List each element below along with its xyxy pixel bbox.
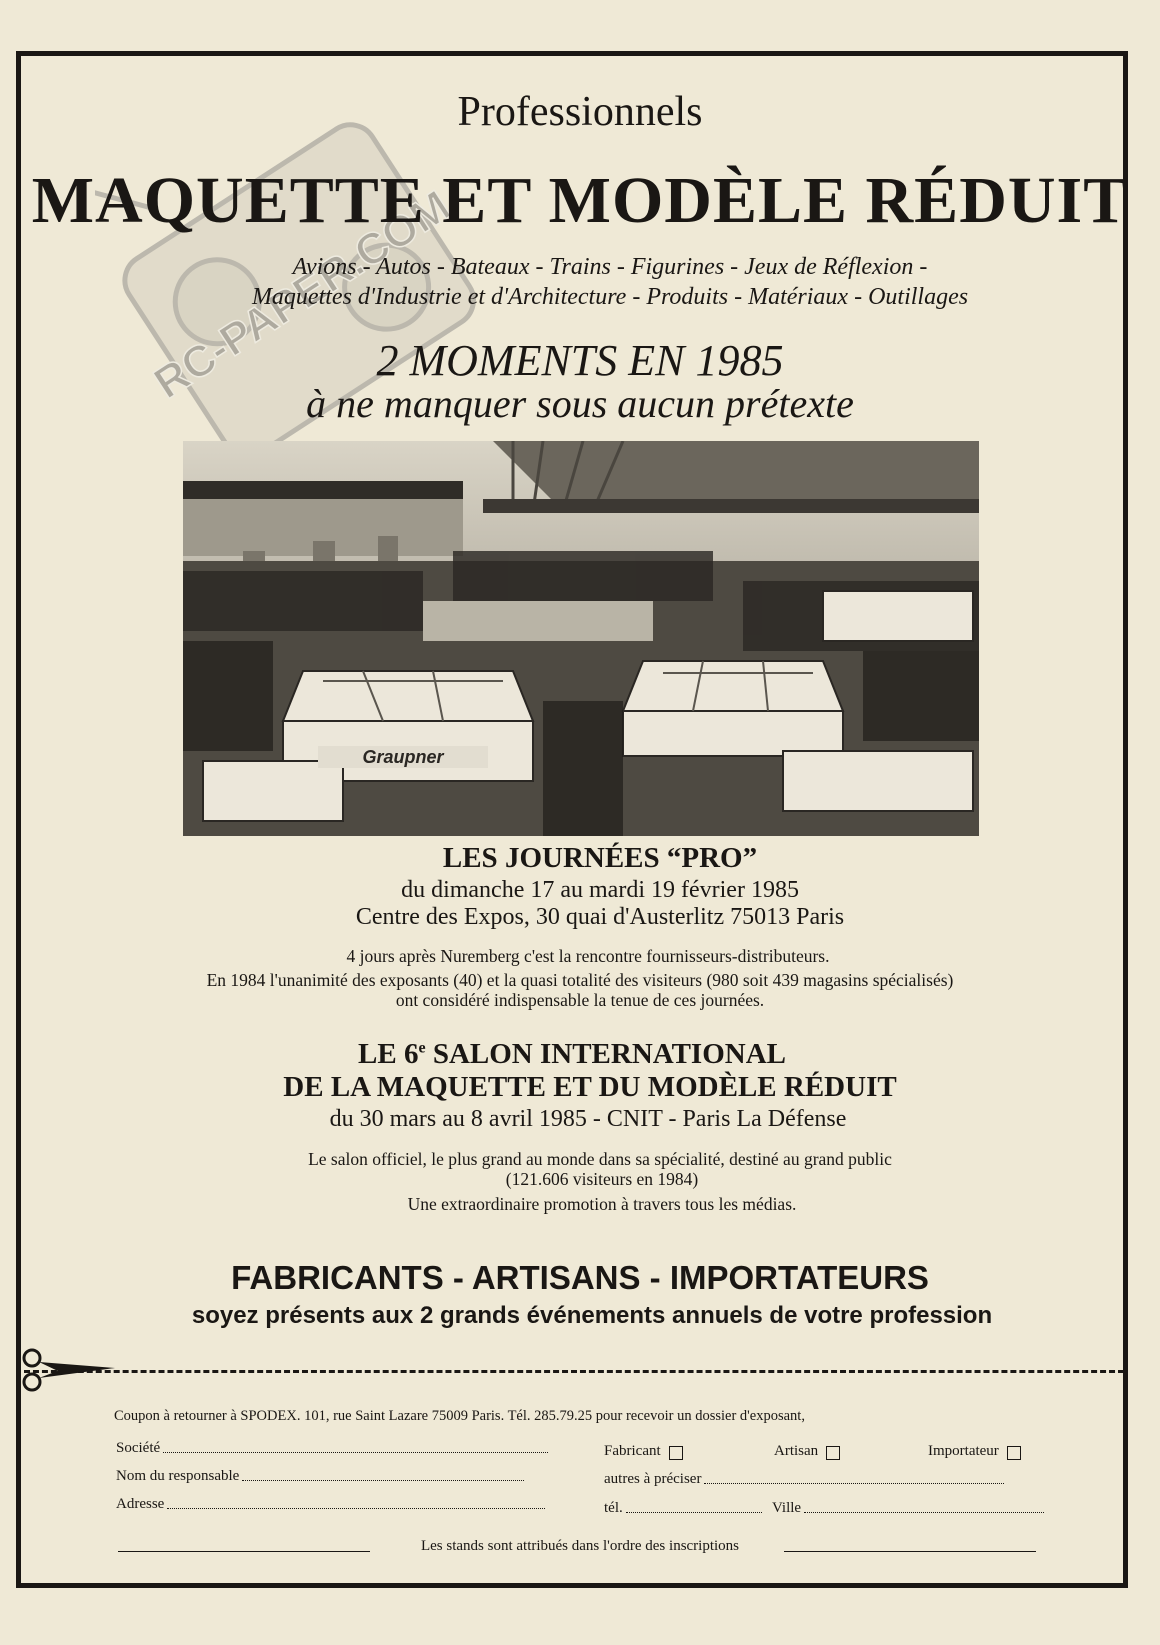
tel-label: tél.	[604, 1500, 623, 1516]
artisan-checkbox[interactable]	[774, 1443, 840, 1460]
pretexte-subline: à ne manquer sous aucun prétexte	[306, 381, 854, 426]
importateur-label: Importateur	[928, 1443, 999, 1459]
fabricant-checkbox[interactable]	[604, 1443, 683, 1460]
cut-line	[24, 1370, 1124, 1373]
adresse-field[interactable]	[116, 1496, 545, 1513]
ville-field[interactable]	[772, 1500, 1044, 1517]
journees-place: Centre des Expos, 30 quai d'Austerlitz 75013 Paris	[355, 904, 845, 930]
stands-note: Les stands sont attribués dans l'ordre des inscriptions	[420, 1538, 740, 1554]
salon-text-1: Le salon officiel, le plus grand au monde dans sa spécialité, destiné au grand public	[308, 1149, 892, 1169]
categories-line-1: Avions - Autos - Bateaux - Trains - Figurines - Jeux de Réflexion -	[292, 254, 928, 280]
fabricant-label: Fabricant	[604, 1443, 661, 1459]
adresse-label: Adresse	[116, 1496, 165, 1512]
tel-field[interactable]	[604, 1500, 762, 1517]
journees-title: LES JOURNÉES “PRO”	[442, 842, 758, 874]
societe-label: Société	[116, 1440, 161, 1456]
salon-dates: du 30 mars au 8 avril 1985 - CNIT - Paris La Défense	[329, 1106, 847, 1132]
artisan-label: Artisan	[774, 1443, 819, 1459]
coupon-intro: Coupon à retourner à SPODEX. 101, rue Saint Lazare 75009 Paris. Tél. 285.79.25 pour recevoir un dossier d'exposant,	[114, 1408, 805, 1424]
journees-text-1: 4 jours après Nuremberg c'est la rencontre fournisseurs-distributeurs.	[346, 946, 830, 966]
ville-label: Ville	[772, 1500, 802, 1516]
responsable-field[interactable]	[116, 1468, 524, 1485]
exhibition-hall-photo	[183, 441, 979, 836]
stand-sign-text: Graupner	[362, 747, 444, 767]
autres-field[interactable]	[604, 1471, 1004, 1488]
journees-dates: du dimanche 17 au mardi 19 février 1985	[401, 877, 799, 903]
watermark-text: RC-PAPER.COM	[145, 181, 459, 409]
responsable-label: Nom du responsable	[116, 1468, 240, 1484]
moments-headline: 2 MOMENTS EN 1985	[376, 336, 784, 385]
call-subline: soyez présents aux 2 grands événements annuels de votre profession	[191, 1302, 993, 1329]
salon-title-2: DE LA MAQUETTE ET DU MODÈLE RÉDUIT	[283, 1071, 897, 1103]
journees-text-2: En 1984 l'unanimité des exposants (40) et la quasi totalité des visiteurs (980 soit 439 magasins spécialisés)	[206, 970, 954, 990]
importateur-checkbox[interactable]	[928, 1443, 1021, 1460]
stands-rule-right	[784, 1551, 1036, 1552]
salon-text-3: Une extraordinaire promotion à travers tous les médias.	[407, 1194, 797, 1214]
societe-field[interactable]	[116, 1440, 548, 1457]
autres-label: autres à préciser	[604, 1471, 702, 1487]
salon-title-1: LE 6e SALON INTERNATIONAL	[358, 1038, 786, 1070]
call-headline: FABRICANTS - ARTISANS - IMPORTATEURS	[231, 1259, 929, 1296]
main-title: MAQUETTE ET MODÈLE RÉDUIT	[31, 164, 1129, 237]
categories-line-2: Maquettes d'Industrie et d'Architecture - Produits - Matériaux - Outillages	[251, 284, 969, 310]
kicker: Professionnels	[457, 89, 703, 135]
scissors-icon	[20, 1348, 120, 1392]
journees-text-3: ont considéré indispensable la tenue de ces journées.	[395, 990, 765, 1010]
salon-text-2: (121.606 visiteurs en 1984)	[505, 1169, 699, 1189]
